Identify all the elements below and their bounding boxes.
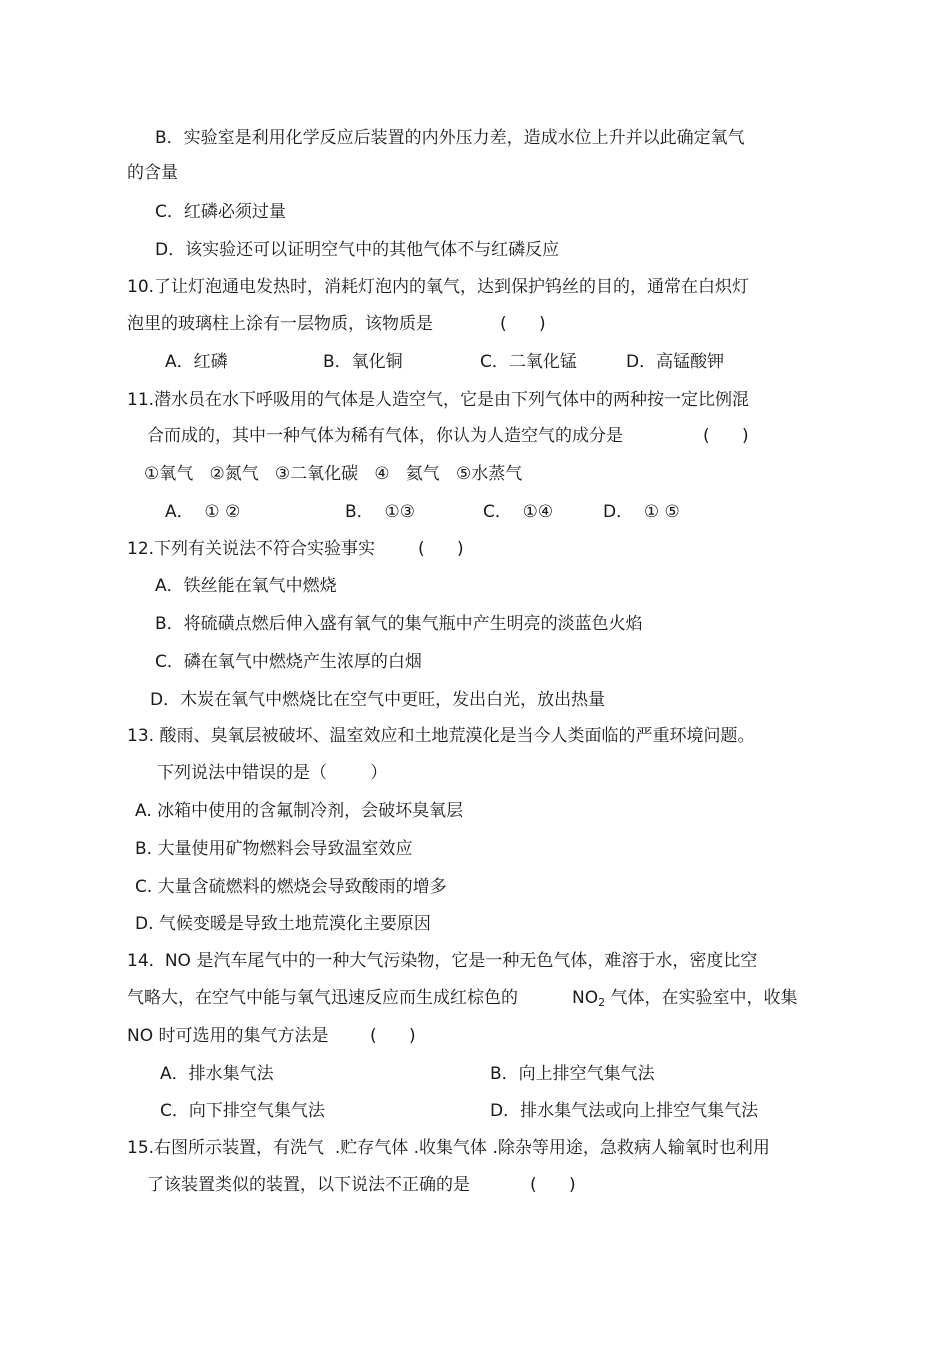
q10-option-a: A．红磷	[165, 352, 228, 372]
q11-gas-list: ①氧气 ②氮气 ③二氧化碳 ④ 氦气 ⑤水蒸气	[144, 464, 523, 484]
no2-formula: NO	[572, 988, 599, 1008]
q9-option-b-line1: B．实验室是利用化学反应后装置的内外压力差，造成水位上升并以此确定氧气	[155, 128, 745, 148]
q11-option-c: C． ①④	[483, 502, 554, 522]
q10-option-d: D．高锰酸钾	[626, 352, 725, 372]
q9-option-b-line2: 的含量	[127, 163, 178, 183]
q14-option-c: C．向下排空气集气法	[160, 1101, 325, 1121]
q14-answer-paren: ( )	[370, 1026, 416, 1046]
q12-option-c: C．磷在氧气中燃烧产生浓厚的白烟	[155, 652, 422, 672]
q10-stem-line2: 泡里的玻璃柱上涂有一层物质，该物质是	[127, 314, 433, 334]
q14-option-b: B．向上排空气集气法	[490, 1064, 655, 1084]
q9-option-d: D．该实验还可以证明空气中的其他气体不与红磷反应	[155, 240, 560, 260]
q11-stem-line2: 合而成的，其中一种气体为稀有气体，你认为人造空气的成分是	[147, 426, 623, 446]
q11-stem-line1: 11.潜水员在水下呼吸用的气体是人造空气，它是由下列气体中的两种按一定比例混	[127, 390, 750, 410]
q9-option-c: C．红磷必须过量	[155, 202, 286, 222]
q11-answer-paren: ( )	[703, 426, 749, 446]
q13-stem-line1: 13. 酸雨、臭氧层被破坏、温室效应和土地荒漠化是当今人类面临的严重环境问题。	[127, 726, 755, 746]
q13-option-c: C. 大量含硫燃料的燃烧会导致酸雨的增多	[135, 877, 447, 897]
no2-subscript: 2	[598, 996, 606, 1009]
q10-answer-paren: ( )	[500, 314, 546, 334]
q12-stem: 12.下列有关说法不符合实验事实	[127, 539, 376, 559]
q11-option-d: D． ① ⑤	[603, 502, 680, 522]
q12-option-b: B．将硫磺点燃后伸入盛有氧气的集气瓶中产生明亮的淡蓝色火焰	[155, 614, 643, 634]
q13-option-a: A. 冰箱中使用的含氟制冷剂，会破坏臭氧层	[135, 801, 464, 821]
q15-answer-paren: ( )	[530, 1175, 576, 1195]
q11-option-b: B． ①③	[345, 502, 415, 522]
q14-option-d: D．排水集气法或向上排空气集气法	[490, 1101, 759, 1121]
q11-option-a: A． ① ②	[165, 502, 241, 522]
q15-stem-line1: 15.右图所示装置，有洗气 .贮存气体 .收集气体 .除杂等用途，急救病人输氧时也利用	[127, 1138, 770, 1158]
q14-stem-line2-tail: 气体，在实验室中，收集	[605, 988, 798, 1008]
q14-stem-line3: NO 时可选用的集气方法是	[127, 1026, 329, 1046]
q10-option-c: C．二氧化锰	[480, 352, 577, 372]
q14-option-a: A．排水集气法	[160, 1064, 274, 1084]
q13-option-d: D. 气候变暖是导致土地荒漠化主要原因	[135, 914, 431, 934]
q12-option-a: A．铁丝能在氧气中燃烧	[155, 576, 337, 596]
q12-option-d: D．木炭在氧气中燃烧比在空气中更旺，发出白光，放出热量	[150, 690, 606, 710]
q14-stem-line1: 14. NO 是汽车尾气中的一种大气污染物，它是一种无色气体，难溶于水，密度比空	[127, 951, 758, 971]
q12-answer-paren: ( )	[418, 539, 464, 559]
q10-stem-line1: 10.了让灯泡通电发热时，消耗灯泡内的氧气，达到保护钨丝的目的，通常在白炽灯	[127, 277, 750, 297]
q13-option-b: B. 大量使用矿物燃料会导致温室效应	[135, 839, 413, 859]
q14-stem-line2a: 气略大，在空气中能与氧气迅速反应而生成红棕色的	[127, 988, 518, 1008]
q13-stem-line2: 下列说法中错误的是（ ）	[157, 763, 388, 783]
q10-option-b: B．氧化铜	[323, 352, 403, 372]
q15-stem-line2: 了该装置类似的装置，以下说法不正确的是	[147, 1175, 470, 1195]
q14-stem-line2b	[572, 987, 798, 1009]
